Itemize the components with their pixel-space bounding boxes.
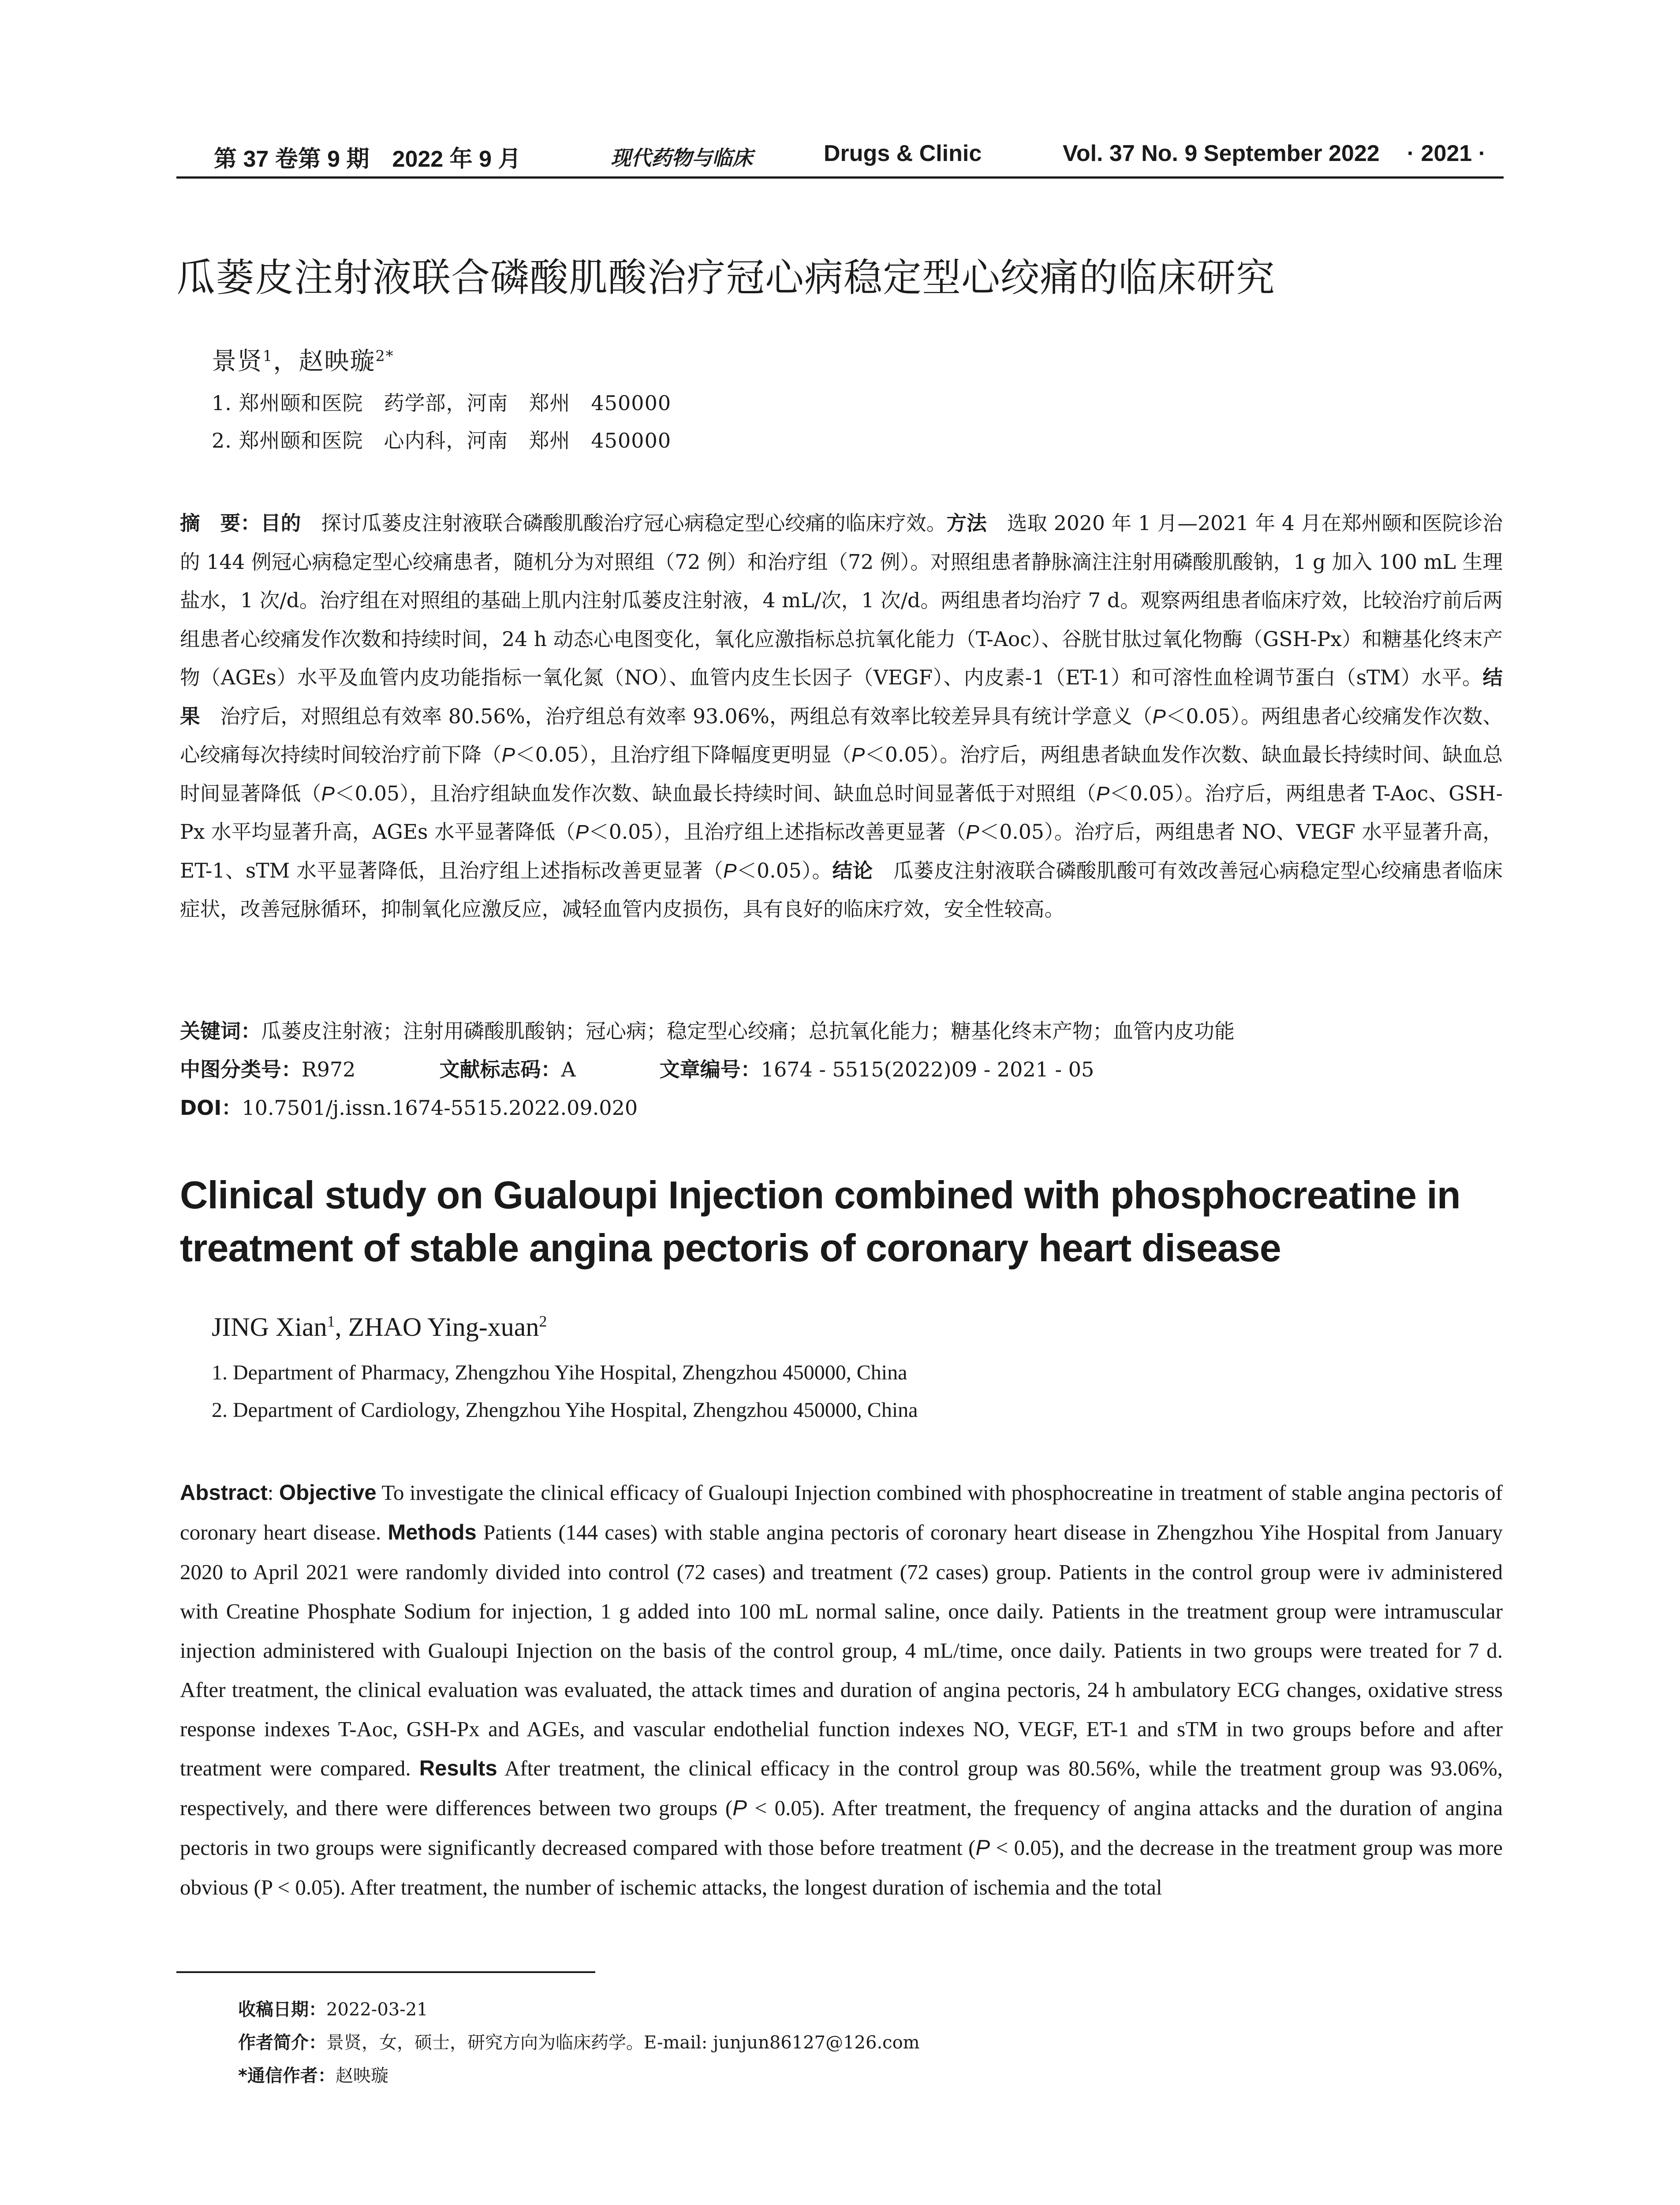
conclusion-label: 结论 bbox=[832, 859, 873, 882]
results-text: ＜0.05）。两组患者心绞痛发作次数、心绞痛每次持续时间较治疗前下降（ bbox=[180, 704, 1503, 766]
results-label: Results bbox=[419, 1757, 497, 1780]
results-text: < 0.05). After treatment, the frequency of angina attacks and the duration of angina pectoris in two groups were significantly decreased compared with those before treatment ( bbox=[180, 1796, 1503, 1860]
p-symbol: P bbox=[501, 744, 515, 766]
methods-label: Methods bbox=[388, 1521, 477, 1544]
results-text: ＜0.05）。治疗后，两组患者缺血发作次数、缺血最长持续时间、缺血总时间显著降低（ bbox=[180, 743, 1503, 805]
doi-label: DOI： bbox=[180, 1096, 242, 1120]
corresponding-name: 赵映璇 bbox=[335, 2066, 388, 2086]
running-header bbox=[176, 140, 1504, 171]
header-page-number: · 2021 · bbox=[1407, 141, 1486, 166]
author-1-affil-mark: 1 bbox=[263, 347, 273, 365]
clc-value: R972 bbox=[302, 1058, 356, 1081]
p-symbol: P bbox=[851, 744, 865, 766]
methods-text: 选取 2020 年 1 月—2021 年 4 月在郑州颐和医院诊治的 144 例冠心病稳定型心绞痛患者，随机分为对照组（72 例）和治疗组（72 例）。对照组患者静脉滴注注射用磷酸肌酸钠，1 g 加入 100 mL 生理盐水，1 次/d。治疗组在对照组的基础上肌内注射瓜蒌皮注射液，4 mL/次，1 次/d。两组患者均治疗 7 d。观察两组患者临床疗效，比较治疗前后两组患者心绞痛发作次数和持续时间，24 h 动态心电图变化，氧化应激指标总抗氧化能力（T-Aoc）、谷胱甘肽过氧化物酶（GSH-Px）和糖基化终末产物（AGEs）水平及血管内皮功能指标一氧化氮（NO）、血管内皮生长因子（VEGF）、内皮素-1（ET-1）和可溶性血栓调节蛋白（sTM）水平。 bbox=[180, 512, 1503, 689]
objective-text: 探讨瓜蒌皮注射液联合磷酸肌酸治疗冠心病稳定型心绞痛的临床疗效。 bbox=[301, 512, 947, 535]
chinese-title: 瓜蒌皮注射液联合磷酸肌酸治疗冠心病稳定型心绞痛的临床研究 bbox=[176, 255, 1276, 300]
results-text: ＜0.05）。治疗后，两组患者 NO、VEGF 水平显著升高，ET-1、sTM 水平显著降低，且治疗组上述指标改善更显著（ bbox=[180, 820, 1503, 882]
header-volume-en: Vol. 37 No. 9 September 2022 bbox=[1063, 141, 1380, 166]
corresponding-label: *通信作者： bbox=[238, 2066, 336, 2086]
english-affiliation-1: 1. Department of Pharmacy, Zhengzhou Yihe Hospital, Zhengzhou 450000, China bbox=[212, 1361, 907, 1384]
english-abstract bbox=[180, 1473, 1503, 1907]
results-text: ＜0.05）。治疗后，两组患者 T-Aoc、GSH-Px 水平均显著升高，AGEs 水平显著降低（ bbox=[180, 781, 1503, 844]
header-journal-en: Drugs & Clinic bbox=[824, 141, 982, 166]
author-1-name: JING Xian bbox=[212, 1312, 327, 1342]
author-1-name: 景贤 bbox=[212, 347, 263, 376]
article-number-value: 1674 - 5515(2022)09 - 2021 - 05 bbox=[761, 1058, 1094, 1081]
objective-text: To investigate the clinical efficacy of Gualoupi Injection combined with phosphocreatine in treatment of stable angina pectoris of coronary heart disease. bbox=[180, 1480, 1503, 1544]
results-text: 治疗后，对照组总有效率 80.56%，治疗组总有效率 93.06%，两组总有效率比较差异具有统计学意义（ bbox=[200, 704, 1153, 728]
keywords-label: 关键词： bbox=[180, 1019, 261, 1043]
author-bio-label: 作者简介： bbox=[238, 2033, 326, 2053]
chinese-affiliation-1: 1. 郑州颐和医院 药学部，河南 郑州 450000 bbox=[212, 391, 672, 415]
chinese-metadata bbox=[180, 1012, 1503, 1127]
received-date: 2022-03-21 bbox=[326, 1999, 428, 2020]
p-symbol: P bbox=[732, 1796, 747, 1820]
doi-value: 10.7501/j.issn.1674-5515.2022.09.020 bbox=[242, 1096, 638, 1120]
results-text: ＜0.05），且治疗组上述指标改善更显著（ bbox=[589, 820, 966, 844]
results-text: ＜0.05），且治疗组缺血发作次数、缺血最长持续时间、缺血总时间显著低于对照组（ bbox=[334, 781, 1096, 805]
author-2-name: ZHAO Ying-xuan bbox=[348, 1312, 539, 1342]
p-symbol: P bbox=[321, 782, 335, 805]
received-label: 收稿日期： bbox=[238, 1999, 326, 2020]
methods-label: 方法 bbox=[946, 512, 987, 535]
abstract-colon: : bbox=[267, 1480, 280, 1505]
doc-code-label: 文献标志码： bbox=[439, 1058, 561, 1081]
abstract-label: Abstract bbox=[180, 1481, 268, 1505]
conclusion-text: 瓜蒌皮注射液联合磷酸肌酸可有效改善冠心病稳定型心绞痛患者临床症状，改善冠脉循环，抑制氧化应激反应，减轻血管内皮损伤，具有良好的临床疗效，安全性较高。 bbox=[180, 859, 1503, 921]
header-journal-cn: 现代药物与临床 bbox=[611, 146, 753, 170]
author-1-affil-mark: 1 bbox=[327, 1312, 335, 1330]
author-2-name: 赵映璇 bbox=[299, 347, 376, 376]
english-title: Clinical study on Gualoupi Injection combined with phosphocreatine in treatment of stable angina pectoris of coronary heart disease bbox=[180, 1173, 1460, 1270]
chinese-abstract bbox=[180, 504, 1503, 929]
footnote-rule bbox=[176, 1971, 595, 1973]
results-label: 结果 bbox=[180, 666, 1503, 728]
article-number-label: 文章编号： bbox=[659, 1058, 761, 1081]
chinese-affiliation-2: 2. 郑州颐和医院 心内科，河南 郑州 450000 bbox=[212, 429, 672, 452]
results-text: After treatment, the clinical efficacy in the control group was 80.56%, while the treatment group was 93.06%, respectively, and there were differences between two groups ( bbox=[180, 1756, 1503, 1820]
author-separator: , bbox=[335, 1312, 348, 1342]
english-authors bbox=[212, 1312, 547, 1342]
header-rule bbox=[176, 176, 1504, 179]
author-separator: ， bbox=[273, 347, 299, 376]
p-symbol: P bbox=[975, 1836, 990, 1860]
keywords-row bbox=[180, 1012, 1503, 1050]
clc-label: 中图分类号： bbox=[180, 1058, 302, 1081]
p-symbol: P bbox=[723, 859, 737, 882]
footnote-corresponding bbox=[238, 2062, 388, 2087]
objective-label: 目的 bbox=[261, 512, 301, 535]
header-volume-cn: 第 37 卷第 9 期 2022 年 9 月 bbox=[214, 146, 521, 172]
english-affiliation-2: 2. Department of Cardiology, Zhengzhou Yihe Hospital, Zhengzhou 450000, China bbox=[212, 1398, 918, 1422]
p-symbol: P bbox=[966, 821, 979, 843]
classification-row bbox=[180, 1050, 1503, 1089]
doi-row bbox=[180, 1089, 1503, 1127]
footnote-received bbox=[238, 1996, 428, 2021]
p-symbol: P bbox=[575, 821, 589, 843]
p-symbol: P bbox=[1096, 782, 1110, 805]
author-2-affil-mark: 2* bbox=[375, 347, 394, 365]
results-text: ＜0.05），且治疗组下降幅度更明显（ bbox=[515, 743, 851, 766]
author-bio-text: 景贤，女，硕士，研究方向为临床药学。E-mail: junjun86127@126.com bbox=[326, 2033, 920, 2053]
author-2-affil-mark: 2 bbox=[539, 1312, 547, 1330]
chinese-authors bbox=[212, 342, 394, 377]
methods-text: Patients (144 cases) with stable angina pectoris of coronary heart disease in Zhengzhou Yihe Hospital from January 2020 to April 2021 were randomly divided into control (72 cases) and treatment (72 cases) group. Patients in the control group were iv administered with Creatine Phosphate Sodium for injection, 1 g added into 100 mL normal saline, once daily. Patients in the treatment group were intramuscular injection administered with Gualoupi Injection on the basis of the control group, 4 mL/time, once daily. Patients in two groups were treated for 7 d. After treatment, the clinical evaluation was evaluated, the attack times and duration of angina pectoris, 24 h ambulatory ECG changes, oxidative stress response indexes T-Aoc, GSH-Px and AGEs, and vascular endothelial function indexes NO, VEGF, ET-1 and sTM in two groups before and after treatment were compared. bbox=[180, 1520, 1503, 1780]
p-symbol: P bbox=[1152, 705, 1166, 728]
keywords-text: 瓜蒌皮注射液；注射用磷酸肌酸钠；冠心病；稳定型心绞痛；总抗氧化能力；糖基化终末产物；血管内皮功能 bbox=[261, 1019, 1235, 1043]
results-text: ＜0.05）。 bbox=[736, 859, 833, 882]
footnote-author-bio bbox=[238, 2029, 920, 2054]
objective-label: Objective bbox=[279, 1481, 377, 1505]
results-text: < 0.05), and the decrease in the treatment group was more obvious (P < 0.05). After treatment, the number of ischemic attacks, the longest duration of ischemia and the total bbox=[180, 1835, 1503, 1899]
abstract-label: 摘 要： bbox=[180, 512, 261, 535]
doc-code-value: A bbox=[561, 1058, 576, 1081]
